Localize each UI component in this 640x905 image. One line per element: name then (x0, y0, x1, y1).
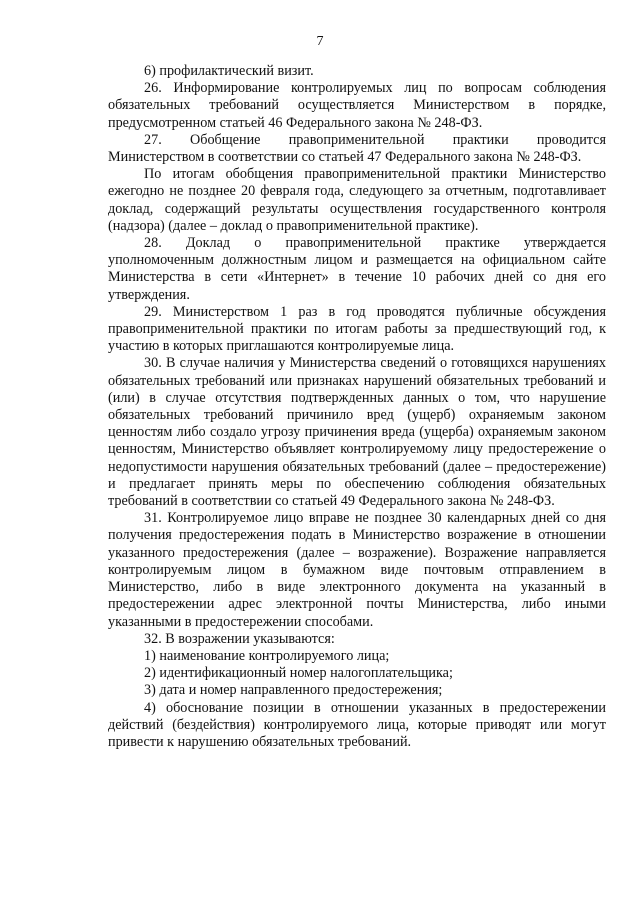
paragraph-27: 27. Обобщение правоприменительной практики проводится Министерством в соответствии со статьей 47 Федерального закона № 248-ФЗ. (108, 131, 606, 166)
page-number: 7 (316, 34, 324, 49)
paragraph-27-report: По итогам обобщения правоприменительной практики Министерство ежегодно не позднее 20 февраля года, следующего за отчетным, подготавливает доклад, содержащий результаты осуществления государственного контроля (надзора) (далее – доклад о правоприменительной практике). (108, 166, 606, 234)
list-item-3: 3) дата и номер направленного предостережения; (144, 682, 443, 699)
paragraph-29: 29. Министерством 1 раз в год проводятся публичные обсуждения правоприменительной практики по итогам работы за предшествующий год, к участию в которых приглашаются контролируемые лица. (108, 303, 606, 355)
list-item-2: 2) идентификационный номер налогоплательщика; (144, 665, 453, 682)
paragraph-31: 31. Контролируемое лицо вправе не позднее 30 календарных дней со дня получения предостережения подать в Министерство возражение в отношении указанного предостережения (далее – возражение). Возражение направляется контролируемым лицом в бумажном виде почтовым отправлением в Министерство, либо в виде электронного документа на указанный в предостережении адрес электронной почты Министерства, либо иными указанными в предостережении способами. (108, 510, 606, 630)
document-body (108, 63, 606, 751)
paragraph-30: 30. В случае наличия у Министерства сведений о готовящихся нарушениях обязательных требований или признаках нарушений обязательных требований и (или) в случае отсутствия подтвержденных данных о том, что нарушение обязательных требований причинило вред (ущерб) охраняемым законом ценностям либо создало угрозу причинения вреда (ущерба) охраняемым законом ценностям, Министерство объявляет контролируемому лицу предостережение о недопустимости нарушения обязательных требований (далее – предостережение) и предлагает принять меры по обеспечению соблюдения обязательных требований в соответствии со статьей 49 Федерального закона № 248-ФЗ. (108, 355, 606, 510)
list-item-1: 1) наименование контролируемого лица; (144, 647, 390, 664)
paragraph-32: 32. В возражении указываются: (144, 630, 335, 647)
paragraph-28: 28. Доклад о правоприменительной практике утверждается уполномоченным должностным лицом и размещается на официальном сайте Министерства в сети «Интернет» в течение 10 рабочих дней со дня его утверждения. (108, 235, 606, 303)
paragraph-item-6: 6) профилактический визит. (144, 63, 314, 79)
list-item-4: 4) обоснование позиции в отношении указанных в предостережении действий (бездействия) контролируемого лица, которые приводят или могут привести к нарушению обязательных требований. (108, 699, 606, 750)
paragraph-26: 26. Информирование контролируемых лиц по вопросам соблюдения обязательных требований осуществляется Министерством в порядке, предусмотренном статьей 46 Федерального закона № 248-ФЗ. (108, 80, 606, 131)
